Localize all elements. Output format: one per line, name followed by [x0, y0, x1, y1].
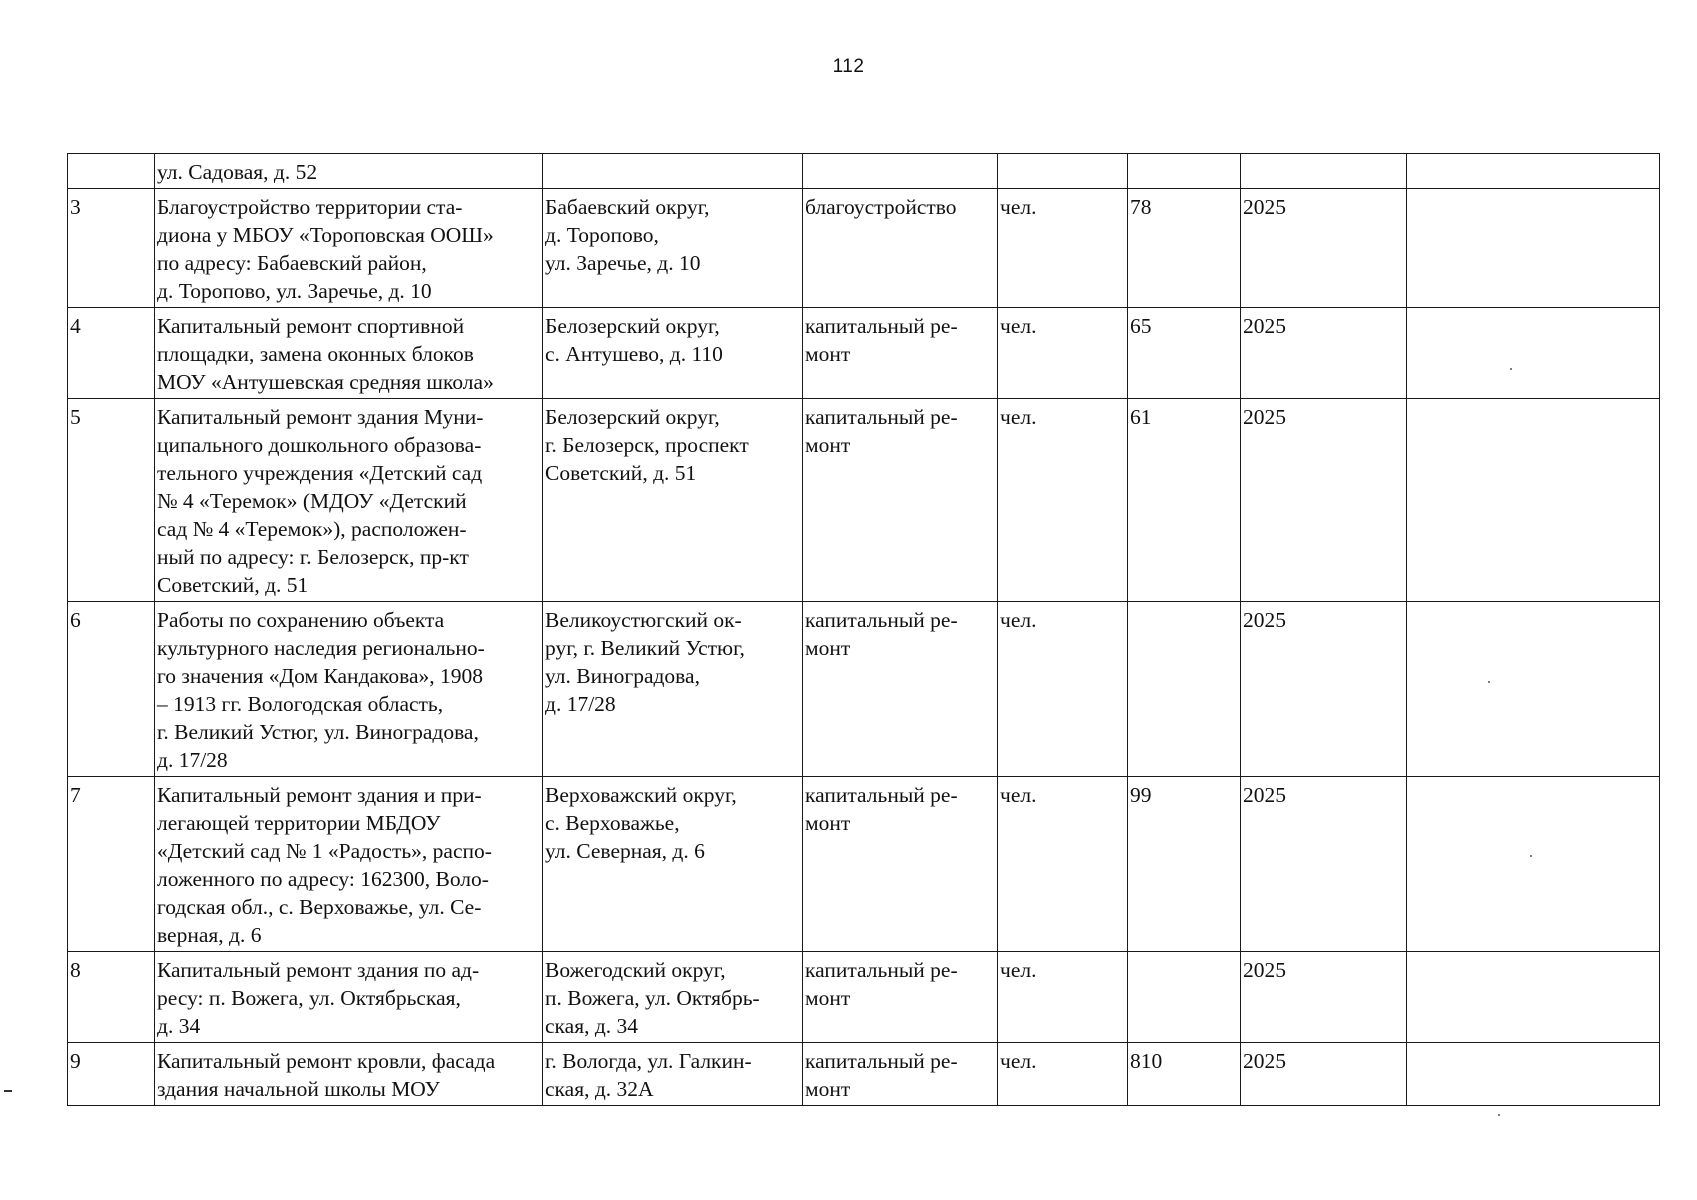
cell-value: 810 — [1128, 1043, 1241, 1106]
cell-work-type: капитальный ре- монт — [803, 399, 998, 602]
table-row — [68, 952, 1660, 1043]
cell-value: 65 — [1128, 308, 1241, 399]
table-row — [68, 1043, 1660, 1106]
table-row — [68, 189, 1660, 308]
cell-year: 2025 — [1241, 399, 1407, 602]
cell-address: Бабаевский округ, д. Торопово, ул. Заречье, д. 10 — [543, 189, 803, 308]
cell-value — [1128, 952, 1241, 1043]
cell-extra — [1407, 952, 1660, 1043]
cell-year: 2025 — [1241, 952, 1407, 1043]
cell-name: Работы по сохранению объекта культурного наследия регионально- го значения «Дом Кандакова», 1908 – 1913 гг. Вологодская область, г. Великий Устюг, ул. Виноградова, д. 17/28 — [155, 602, 543, 777]
cell-address: Вожегодский округ, п. Вожега, ул. Октябрь- ская, д. 34 — [543, 952, 803, 1043]
cell-address: Великоустюгский ок- руг, г. Великий Устюг, ул. Виноградова, д. 17/28 — [543, 602, 803, 777]
cell-value: 61 — [1128, 399, 1241, 602]
cell-name: Благоустройство территории ста- диона у МБОУ «Тороповская ООШ» по адресу: Бабаевский район, д. Торопово, ул. Заречье, д. 10 — [155, 189, 543, 308]
table-body — [68, 154, 1660, 1106]
cell-year: 2025 — [1241, 189, 1407, 308]
cell-num: 9 — [68, 1043, 155, 1106]
scan-speck — [1510, 368, 1512, 370]
cell-name: Капитальный ремонт здания и при- легающей территории МБДОУ «Детский сад № 1 «Радость», распо- ложенного по адресу: 162300, Воло- годская обл., с. Верховажье, ул. Се- верная, д. 6 — [155, 777, 543, 952]
cell-name: ул. Садовая, д. 52 — [155, 154, 543, 189]
cell-year: 2025 — [1241, 777, 1407, 952]
cell-name: Капитальный ремонт кровли, фасада здания начальной школы МОУ — [155, 1043, 543, 1106]
cell-unit — [998, 154, 1128, 189]
cell-unit: чел. — [998, 189, 1128, 308]
scan-speck — [1488, 681, 1490, 683]
cell-extra — [1407, 602, 1660, 777]
margin-mark — [4, 1090, 12, 1092]
cell-value — [1128, 602, 1241, 777]
cell-extra — [1407, 189, 1660, 308]
cell-unit: чел. — [998, 602, 1128, 777]
cell-work-type: капитальный ре- монт — [803, 1043, 998, 1106]
cell-work-type: капитальный ре- монт — [803, 602, 998, 777]
cell-num: 7 — [68, 777, 155, 952]
cell-extra — [1407, 154, 1660, 189]
cell-address: Белозерский округ, с. Антушево, д. 110 — [543, 308, 803, 399]
cell-unit: чел. — [998, 777, 1128, 952]
cell-value — [1128, 154, 1241, 189]
cell-num — [68, 154, 155, 189]
table-row — [68, 308, 1660, 399]
table-row — [68, 154, 1660, 189]
cell-work-type — [803, 154, 998, 189]
cell-extra — [1407, 1043, 1660, 1106]
table-row — [68, 399, 1660, 602]
cell-address: Верховажский округ, с. Верховажье, ул. Северная, д. 6 — [543, 777, 803, 952]
cell-year: 2025 — [1241, 308, 1407, 399]
cell-num: 3 — [68, 189, 155, 308]
cell-name: Капитальный ремонт спортивной площадки, замена оконных блоков МОУ «Антушевская средняя школа» — [155, 308, 543, 399]
cell-name: Капитальный ремонт здания Муни- ципального дошкольного образова- тельного учреждения «Детский сад № 4 «Теремок» (МДОУ «Детский сад № 4 «Теремок»), расположен- ный по адресу: г. Белозерск, пр-кт Советский, д. 51 — [155, 399, 543, 602]
cell-unit: чел. — [998, 952, 1128, 1043]
cell-name: Капитальный ремонт здания по ад- ресу: п. Вожега, ул. Октябрьская, д. 34 — [155, 952, 543, 1043]
cell-unit: чел. — [998, 308, 1128, 399]
cell-work-type: капитальный ре- монт — [803, 777, 998, 952]
cell-work-type: благоустройство — [803, 189, 998, 308]
page-number: 112 — [832, 56, 865, 77]
cell-num: 6 — [68, 602, 155, 777]
table-row — [68, 777, 1660, 952]
cell-work-type: капитальный ре- монт — [803, 308, 998, 399]
cell-num: 4 — [68, 308, 155, 399]
cell-num: 5 — [68, 399, 155, 602]
cell-unit: чел. — [998, 399, 1128, 602]
cell-num: 8 — [68, 952, 155, 1043]
scan-speck — [1498, 1114, 1500, 1116]
cell-year: 2025 — [1241, 602, 1407, 777]
cell-unit: чел. — [998, 1043, 1128, 1106]
cell-work-type: капитальный ре- монт — [803, 952, 998, 1043]
cell-address: Белозерский округ, г. Белозерск, проспект Советский, д. 51 — [543, 399, 803, 602]
table-row — [68, 602, 1660, 777]
cell-value: 78 — [1128, 189, 1241, 308]
cell-address — [543, 154, 803, 189]
cell-value: 99 — [1128, 777, 1241, 952]
cell-year — [1241, 154, 1407, 189]
data-table — [67, 153, 1660, 1106]
cell-year: 2025 — [1241, 1043, 1407, 1106]
scan-speck — [1530, 855, 1532, 857]
cell-address: г. Вологда, ул. Галкин- ская, д. 32А — [543, 1043, 803, 1106]
cell-extra — [1407, 308, 1660, 399]
cell-extra — [1407, 399, 1660, 602]
cell-extra — [1407, 777, 1660, 952]
